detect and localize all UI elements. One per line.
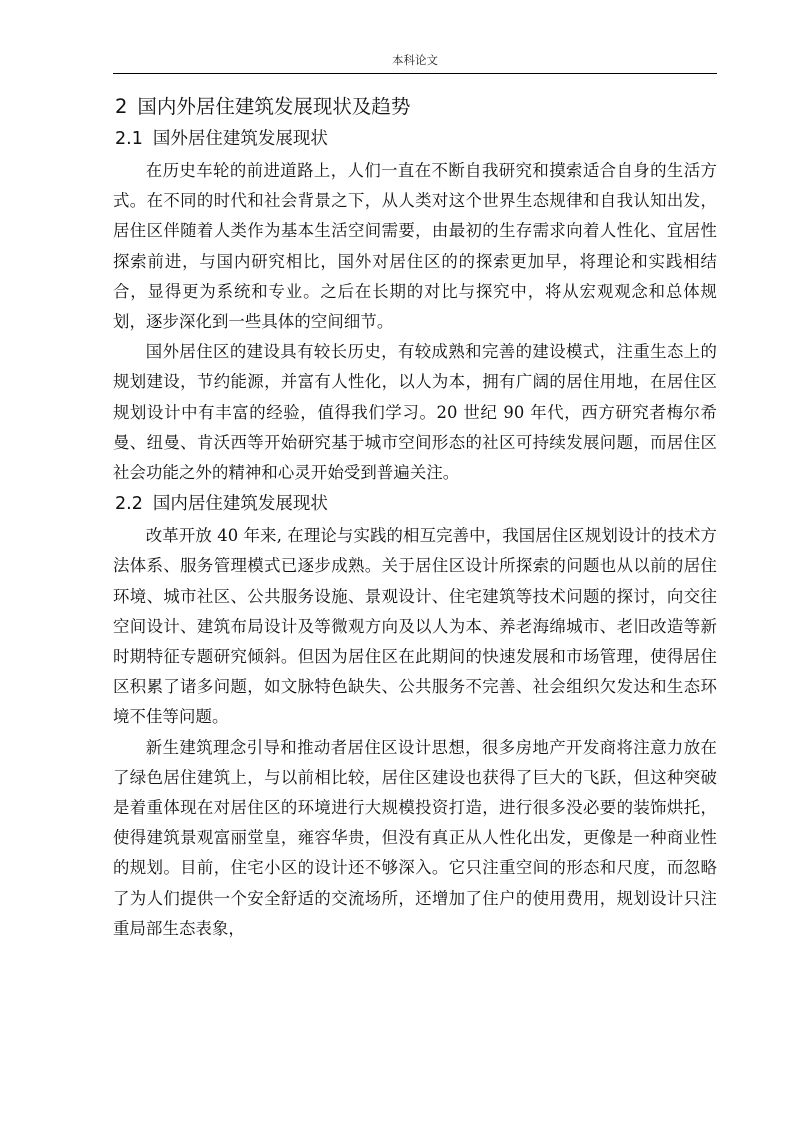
- chapter-number: 2: [115, 95, 128, 118]
- paragraph: 新生建筑理念引导和推动者居住区设计思想，很多房地产开发商将注意力放在了绿色居住建筑上，与以前相比较，居住区建设也获得了巨大的飞跃，但这种突破是着重体现在对居住区的环境进行大规模投资打造，进行很多没必要的装饰烘托，使得建筑景观富丽堂皇，雍容华贵，但没有真正从人性化出发，更像是一种商业性的规划。目前，住宅小区的设计还不够深入。它只注重空间的形态和尺度，而忽略了为人们提供一个安全舒适的交流场所，还增加了住户的使用费用，规划设计只注重局部生态表象，: [113, 737, 717, 938]
- chapter-title: 国内外居住建筑发展现状及趋势: [137, 95, 411, 118]
- paragraph: 改革开放 40 年来, 在理论与实践的相互完善中，我国居住区规划设计的技术方法体系、服务管理模式已逐步成熟。关于居住区设计所探索的问题也从以前的居住环境、城市社区、公共服务设施、景观设计、住宅建筑等技术问题的探讨，向交往空间设计、建筑布局设计及等微观方向及以人为本、养老海绵城市、老旧改造等新时期特征专题研究倾斜。但因为居住区在此期间的快速发展和市场管理，使得居住区积累了诸多问题，如文脉特色缺失、公共服务不完善、社会组织欠发达和生态环境不佳等问题。: [113, 526, 717, 727]
- paragraph: 在历史车轮的前进道路上，人们一直在不断自我研究和摸索适合自身的生活方式。在不同的时代和社会背景之下，从人类对这个世界生态规律和自我认知出发，居住区伴随着人类作为基本生活空间需要，由最初的生存需求向着人性化、宜居性探索前进，与国内研究相比，国外对居住区的的探索更加早，将理论和实践相结合，显得更为系统和专业。之后在长期的对比与探究中，将从宏观观念和总体规划，逐步深化到一些具体的空间细节。: [113, 161, 717, 332]
- section-title: 国内居住建筑发展现状: [152, 494, 328, 515]
- header-rule: [113, 73, 717, 74]
- paragraph: 国外居住区的建设具有较长历史，有较成熟和完善的建设模式，注重生态上的规划建设，节约能源，并富有人性化，以人为本，拥有广阔的居住用地，在居住区规划设计中有丰富的经验，值得我们学习。20 世纪 90 年代，西方研究者梅尔希曼、纽曼、肯沃西等开始研究基于城市空间形态的社区可持续发展问题，而居住区社会功能之外的精神和心灵开始受到普遍关注。: [113, 342, 717, 483]
- section-heading-2-1: [113, 123, 717, 156]
- section-title: 国外居住建筑发展现状: [152, 129, 328, 149]
- chapter-heading: [113, 90, 717, 123]
- document-page: [113, 0, 717, 1122]
- running-header: 本科论文: [392, 53, 438, 67]
- section-number: 2.1: [115, 129, 143, 149]
- section-number: 2.2: [115, 494, 143, 515]
- section-heading-2-2: [113, 488, 717, 521]
- body-content: [113, 90, 717, 944]
